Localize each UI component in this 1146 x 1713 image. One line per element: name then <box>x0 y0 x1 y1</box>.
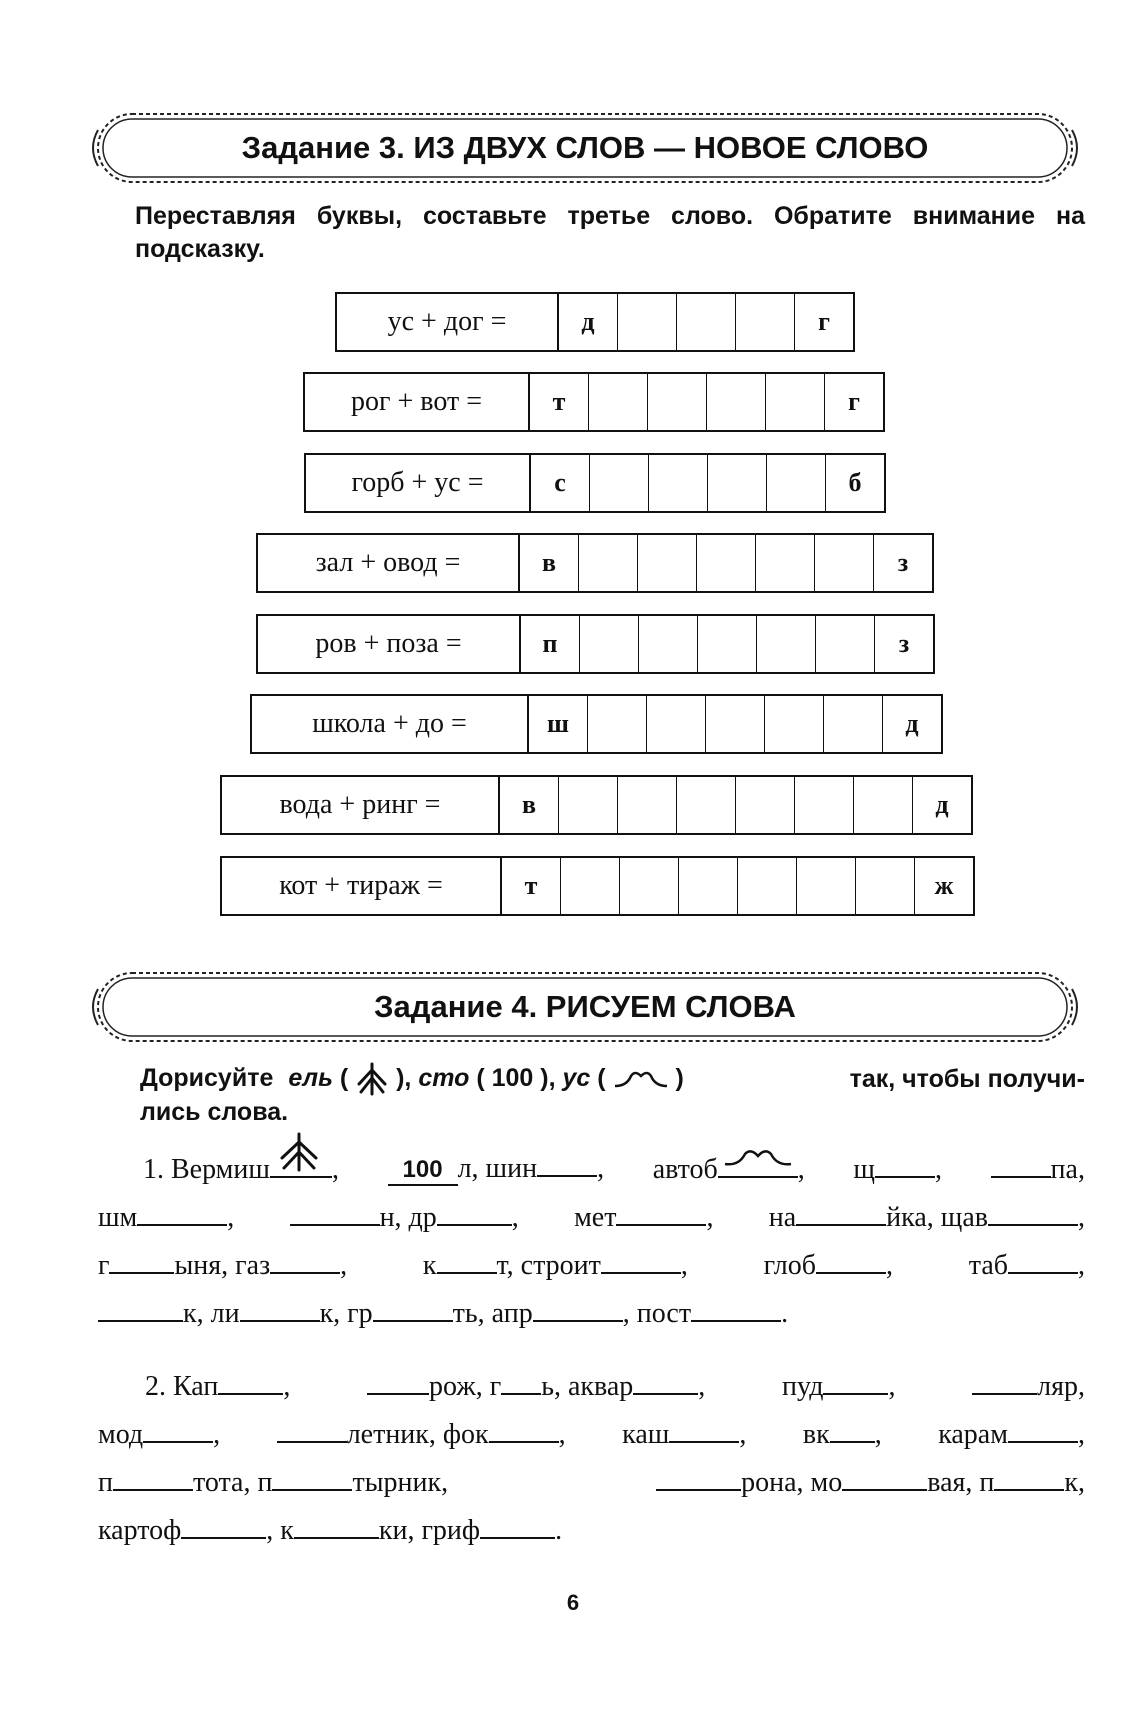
word-row <box>220 775 973 835</box>
letter-cell: б <box>848 468 862 497</box>
blank-cell[interactable] <box>707 374 766 430</box>
blank-cell[interactable] <box>756 535 815 591</box>
blank-cell[interactable] <box>706 696 765 752</box>
fir-tree-icon <box>355 1062 389 1096</box>
page-number: 6 <box>566 1590 580 1615</box>
blank-cell[interactable] <box>824 696 883 752</box>
blank-cell[interactable] <box>738 858 797 914</box>
blank-cell[interactable] <box>698 616 757 672</box>
row-equation: школа + до = <box>252 696 529 752</box>
ex2-line-4: картоф , к ки, гриф . <box>98 1515 563 1546</box>
word-row <box>304 453 886 513</box>
task4-title: Задание 4. РИСУЕМ СЛОВА <box>374 989 796 1024</box>
blank-cell[interactable] <box>815 535 874 591</box>
word-row <box>256 614 935 674</box>
blank-cell[interactable] <box>589 374 648 430</box>
blank-cell[interactable] <box>795 777 854 833</box>
letter-cell: з <box>897 548 909 577</box>
blank-cell[interactable] <box>767 455 826 511</box>
blank-cell[interactable] <box>736 777 795 833</box>
blank-cell[interactable] <box>854 777 913 833</box>
ex1-line-2: шм , н, др , мет , на йка, щав , <box>98 1202 1085 1233</box>
blank-cell[interactable] <box>579 535 638 591</box>
letter-cell: в <box>500 777 559 833</box>
fir-tree-drawing <box>274 1132 324 1172</box>
task3-instruction: Переставляя буквы, составьте третье слово. Обратите внимание на подсказку. <box>135 202 1085 263</box>
letter-cell: г <box>848 387 860 416</box>
row-equation: ус + дог = <box>337 294 559 350</box>
blank-cell[interactable] <box>856 858 915 914</box>
ex1-line-1: 1. Вермиш , 100 л, шин , автоб , щ , па, <box>98 1138 1085 1186</box>
letter-cell: в <box>520 535 579 591</box>
sto-fill: 100 <box>388 1156 458 1186</box>
letter-cell: з <box>898 629 910 658</box>
blank-cell[interactable] <box>638 535 697 591</box>
blank-cell[interactable] <box>679 858 738 914</box>
task3-banner <box>90 108 1080 188</box>
letter-cell: ш <box>529 696 588 752</box>
word-row <box>220 856 975 916</box>
blank-cell[interactable] <box>708 455 767 511</box>
blank-cell[interactable] <box>561 858 620 914</box>
blank-cell[interactable] <box>677 294 736 350</box>
blank-cell[interactable] <box>816 616 875 672</box>
blank-cell[interactable] <box>618 777 677 833</box>
ex1-line-4: к, ли к, гр ть, апр , пост . <box>98 1282 1085 1330</box>
blank-cell[interactable] <box>736 294 795 350</box>
row-equation: вода + ринг = <box>222 777 500 833</box>
letter-cell: т <box>530 374 589 430</box>
task4-banner <box>90 967 1080 1047</box>
letter-cell: с <box>531 455 590 511</box>
letter-cell: г <box>818 307 830 336</box>
mustache-drawing <box>723 1146 793 1172</box>
blank-cell[interactable] <box>618 294 677 350</box>
blank-cell[interactable] <box>639 616 698 672</box>
blank-cell[interactable] <box>797 858 856 914</box>
ex2-line-1: 2. Кап , рож, г ь, аквар , пуд , ляр, <box>145 1371 1085 1402</box>
letter-cell: ж <box>934 871 954 900</box>
blank-cell[interactable] <box>620 858 679 914</box>
blank-cell[interactable] <box>757 616 816 672</box>
row-equation: рог + вот = <box>305 374 530 430</box>
word-row <box>250 694 943 754</box>
blank-cell[interactable] <box>766 374 825 430</box>
blank-cell[interactable] <box>588 696 647 752</box>
ex1-line-3: г ыня, газ , к т, строит , глоб , таб , <box>98 1250 1085 1281</box>
letter-cell: д <box>935 790 949 819</box>
letter-cell: п <box>521 616 580 672</box>
blank-cell[interactable] <box>649 455 708 511</box>
exercise-1 <box>98 1138 1085 1330</box>
word-row <box>335 292 855 352</box>
letter-cell: д <box>905 709 919 738</box>
blank-cell[interactable] <box>765 696 824 752</box>
blank-cell[interactable] <box>590 455 649 511</box>
blank-cell[interactable] <box>559 777 618 833</box>
row-equation: ров + поза = <box>258 616 521 672</box>
blank-cell[interactable] <box>580 616 639 672</box>
blank-cell[interactable] <box>697 535 756 591</box>
exercise-2 <box>98 1355 1085 1547</box>
task3-title: Задание 3. ИЗ ДВУХ СЛОВ — НОВОЕ СЛОВО <box>241 130 929 165</box>
blank-cell[interactable] <box>648 374 707 430</box>
letter-cell: т <box>502 858 561 914</box>
ex2-line-3: п тота, п тырник, рона, мо вая, п к, <box>98 1467 1085 1498</box>
task4-instruction: Дорисуйте ель ( ), сто ( 100 ), ус ( ) так, чтобы получи- лись слова. <box>140 1064 1085 1127</box>
row-equation: зал + овод = <box>258 535 520 591</box>
blank-cell[interactable] <box>647 696 706 752</box>
word-row <box>303 372 885 432</box>
blank-cell[interactable] <box>677 777 736 833</box>
ex2-line-2: мод , летник, фок , каш , вк , карам , <box>98 1419 1085 1450</box>
word-row <box>256 533 934 593</box>
row-equation: горб + ус = <box>306 455 531 511</box>
letter-cell: д <box>559 294 618 350</box>
mustache-icon <box>613 1066 669 1092</box>
row-equation: кот + тираж = <box>222 858 502 914</box>
